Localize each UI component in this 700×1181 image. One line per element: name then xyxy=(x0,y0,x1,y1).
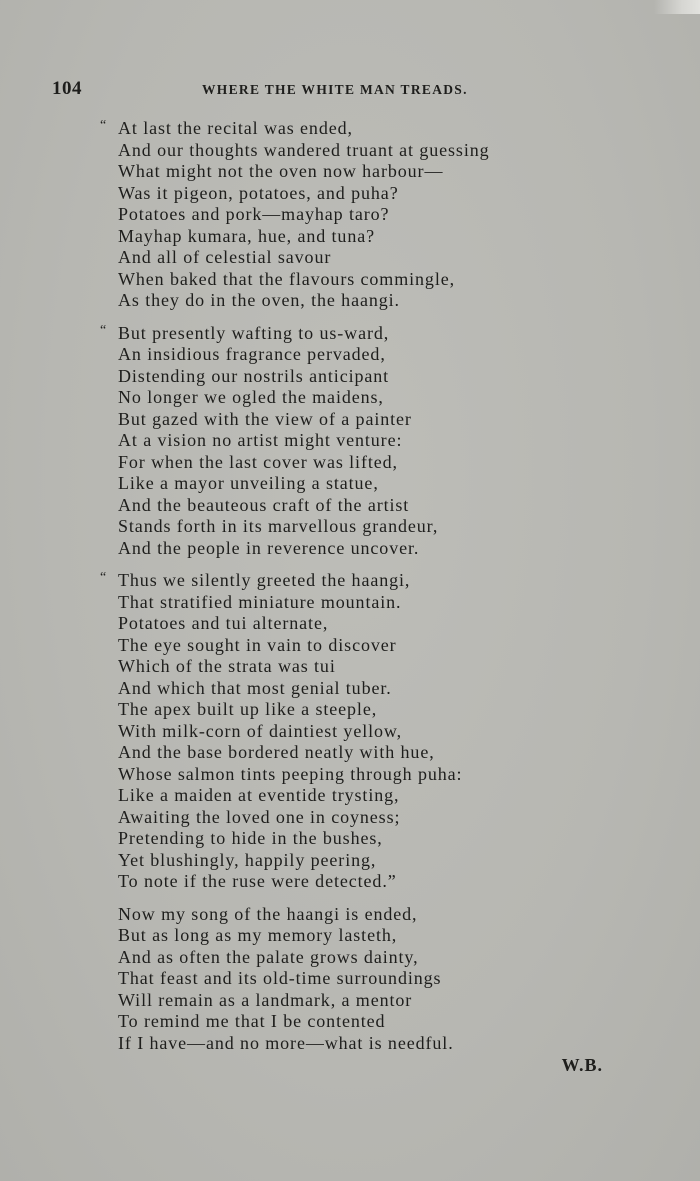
poem-line-text: Pretending to hide in the bushes, xyxy=(118,828,383,848)
poem-line xyxy=(96,430,656,452)
poem-line xyxy=(96,592,656,614)
poem-line xyxy=(96,409,656,431)
poem-line xyxy=(96,516,656,538)
poem-line-text: When baked that the flavours commingle, xyxy=(118,268,456,289)
poem-line xyxy=(96,247,656,269)
poem-line xyxy=(96,721,656,743)
poem-line-text: No longer we ogled the maidens, xyxy=(118,387,384,407)
poem-line xyxy=(96,947,656,969)
poem-line-text: At last the recital was ended, xyxy=(118,118,353,138)
poem-line xyxy=(96,850,656,872)
poem-line xyxy=(96,828,656,850)
stanza xyxy=(96,904,656,1055)
poem-line-text: But gazed with the view of a painter xyxy=(118,408,412,429)
poem-line xyxy=(96,968,656,990)
poem-line xyxy=(96,807,656,829)
poem-line xyxy=(96,656,656,678)
poem-line xyxy=(96,925,656,947)
page-corner-wear xyxy=(654,0,700,14)
poem-line-text: That stratified miniature mountain. xyxy=(118,591,402,612)
stanza xyxy=(96,323,656,560)
poem-line xyxy=(96,452,656,474)
stanza xyxy=(96,570,656,893)
poem-line-text: At a vision no artist might venture: xyxy=(118,430,403,450)
poem-line xyxy=(96,699,656,721)
poem-line xyxy=(96,1033,656,1055)
poem-line-text: For when the last cover was lifted, xyxy=(118,451,398,472)
running-title: WHERE THE WHITE MAN TREADS. xyxy=(202,82,468,97)
poem-line-text: But presently wafting to us-ward, xyxy=(118,322,390,343)
poem-line-text: Awaiting the loved one in coyness; xyxy=(118,806,401,827)
poem-line xyxy=(96,161,656,183)
poem-line-text: An insidious fragrance pervaded, xyxy=(118,344,386,364)
poem-line xyxy=(96,1011,656,1033)
poem-line-text: If I have—and no more—what is needful. xyxy=(118,1032,454,1053)
poem-line-text: The apex built up like a steeple, xyxy=(118,699,378,719)
poem-line xyxy=(96,764,656,786)
poem-line-text: Potatoes and tui alternate, xyxy=(118,613,329,633)
poem-line-text: Will remain as a landmark, a mentor xyxy=(118,989,413,1010)
stanza xyxy=(96,118,656,312)
poem-line xyxy=(96,344,656,366)
poem-line-text: And all of celestial savour xyxy=(118,247,332,267)
poem-line-text: Potatoes and pork—mayhap taro? xyxy=(118,204,390,224)
poem-line xyxy=(96,678,656,700)
poem-line xyxy=(96,871,656,893)
poem-line-text: And which that most genial tuber. xyxy=(118,677,392,698)
poem-line xyxy=(96,473,656,495)
poem-line-text: Thus we silently greeted the haangi, xyxy=(118,570,411,590)
poem-line xyxy=(96,226,656,248)
poem-line xyxy=(96,904,656,926)
poem-line xyxy=(96,118,656,140)
page-header xyxy=(52,78,612,102)
poem-line-text: Was it pigeon, potatoes, and puha? xyxy=(118,182,399,203)
poem-line xyxy=(96,269,656,291)
poem-line-text: And the beauteous craft of the artist xyxy=(118,494,410,515)
author-signature: W.B. xyxy=(561,1055,603,1075)
poem-line xyxy=(96,323,656,345)
poem-line-text: With milk-corn of daintiest yellow, xyxy=(118,720,403,741)
poem-line xyxy=(96,990,656,1012)
poem-line xyxy=(96,613,656,635)
poem-line-text: Like a mayor unveiling a statue, xyxy=(118,473,379,493)
poem-line-text: What might not the oven now harbour— xyxy=(118,161,444,181)
poem-line xyxy=(96,570,656,592)
poem-line-text: Distending our nostrils anticipant xyxy=(118,365,390,386)
poem-line xyxy=(96,366,656,388)
poem-line xyxy=(96,635,656,657)
poem-line xyxy=(96,183,656,205)
poem-line-text: Which of the strata was tui xyxy=(118,656,336,676)
poem-line-text: To note if the ruse were detected.” xyxy=(118,871,397,891)
poem-line-text: And the people in reverence uncover. xyxy=(118,537,420,558)
poem-line-text: The eye sought in vain to discover xyxy=(118,634,397,655)
opening-quote-mark: “ xyxy=(100,322,107,338)
poem-line-text: To remind me that I be contented xyxy=(118,1011,386,1031)
poem-line xyxy=(96,140,656,162)
poem-line-text: Mayhap kumara, hue, and tuna? xyxy=(118,225,376,246)
poem-line-text: Like a maiden at eventide trysting, xyxy=(118,785,400,805)
poem-line xyxy=(96,290,656,312)
poem-line-text: And our thoughts wandered truant at guessing xyxy=(118,139,490,160)
page-number: 104 xyxy=(52,78,82,99)
poem-line-text: Stands forth in its marvellous grandeur, xyxy=(118,516,439,536)
poem-line xyxy=(96,495,656,517)
poem-line-text: That feast and its old-time surroundings xyxy=(118,968,442,988)
poem-line-text: And the base bordered neatly with hue, xyxy=(118,742,435,762)
poem-line xyxy=(96,742,656,764)
poem-line-text: And as often the palate grows dainty, xyxy=(118,946,419,967)
poem-line-text: Whose salmon tints peeping through puha: xyxy=(118,763,463,784)
poem-line xyxy=(96,785,656,807)
opening-quote-mark: “ xyxy=(100,118,107,133)
poem-body xyxy=(96,118,656,1054)
poem-line-text: As they do in the oven, the haangi. xyxy=(118,290,400,310)
poem-line-text: Now my song of the haangi is ended, xyxy=(118,903,418,924)
poem-line-text: But as long as my memory lasteth, xyxy=(118,925,398,945)
poem-line-text: Yet blushingly, happily peering, xyxy=(118,849,377,870)
poem-line xyxy=(96,204,656,226)
poem-line xyxy=(96,538,656,560)
poem-line xyxy=(96,387,656,409)
opening-quote-mark: “ xyxy=(100,570,107,585)
